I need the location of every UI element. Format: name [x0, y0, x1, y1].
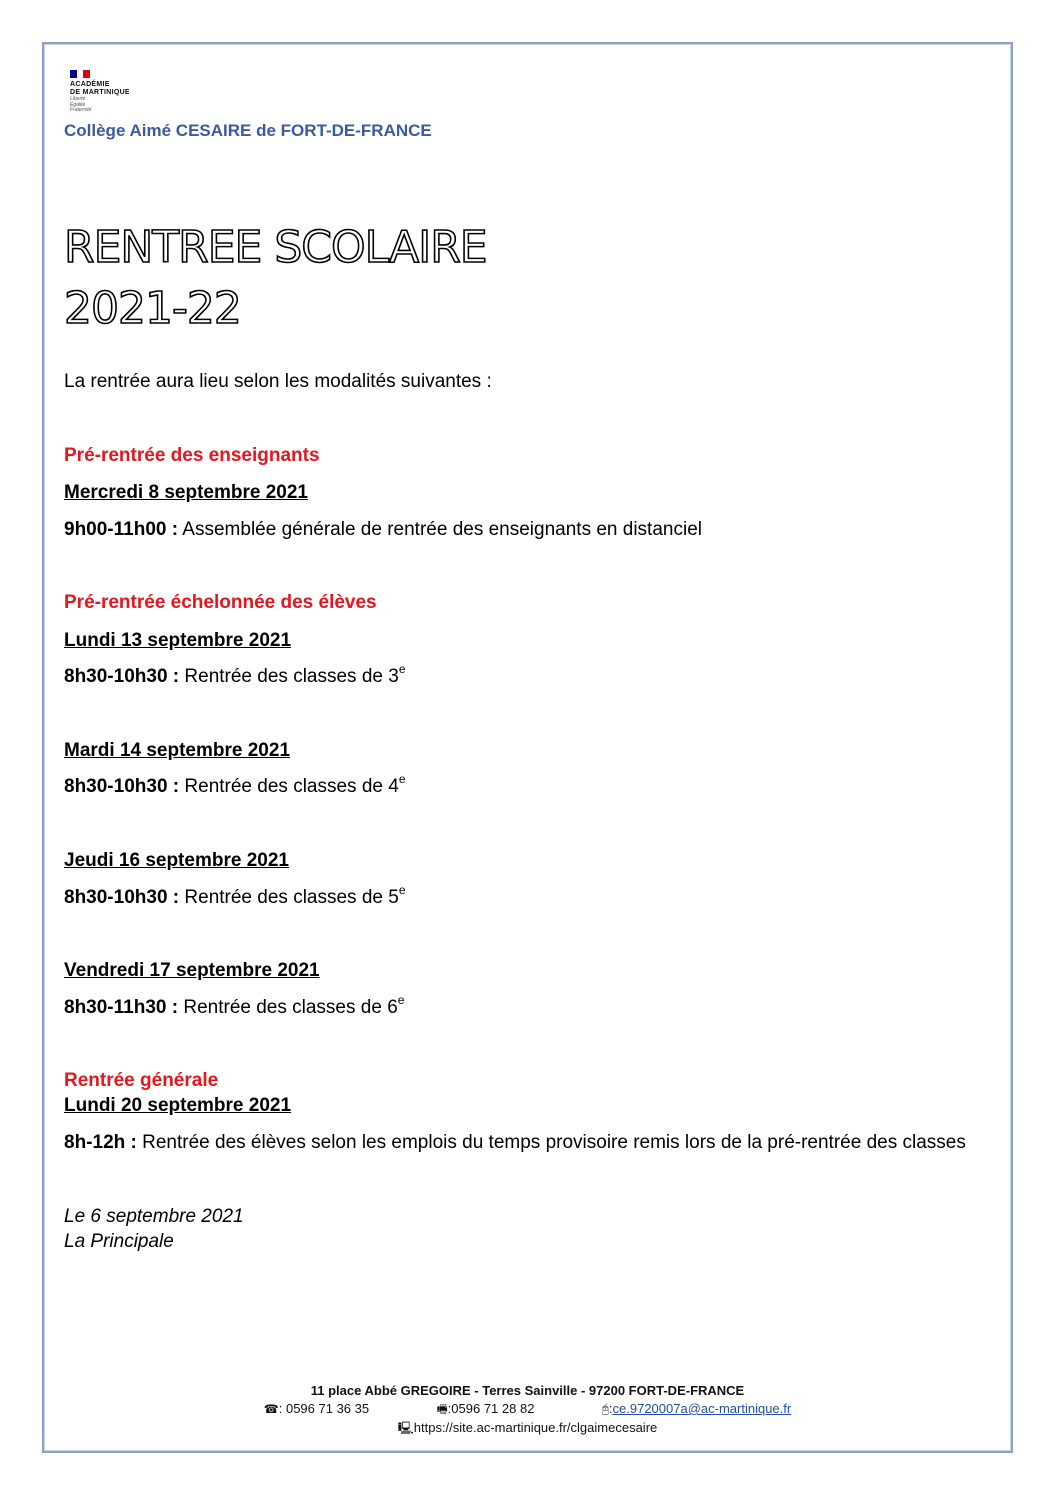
day-schedule [64, 883, 406, 909]
day-time: 8h30-10h30 : [64, 666, 180, 687]
mouse-icon: 🖰 [601, 1402, 609, 1416]
academy-logo [70, 70, 160, 114]
phone-group [264, 1399, 369, 1419]
computer-icon: 🖳 [397, 1421, 414, 1435]
footer-email-prefix: : [608, 1401, 613, 1416]
teachers-schedule [64, 519, 702, 541]
day-sup: e [398, 662, 406, 676]
footer-website[interactable]: https://site.ac-martinique.fr/clgaimecesaire [413, 1420, 658, 1435]
students-heading: Pré-rentrée échelonnée des élèves [64, 592, 377, 613]
phone-icon: ☎ [263, 1402, 279, 1416]
academy-line1: ACADÉMIE [70, 81, 110, 88]
college-name: Collège Aimé CESAIRE de FORT-DE-FRANCE [64, 121, 432, 140]
teachers-time: 9h00-11h00 : [64, 519, 179, 540]
day-schedule [64, 662, 406, 688]
day-date: Jeudi 16 septembre 2021 [64, 850, 289, 871]
motto-egalite: Égalité [70, 101, 86, 108]
footer-fax: :0596 71 28 82 [447, 1401, 535, 1416]
day-text: Rentrée des classes de 3 [179, 666, 399, 687]
day-sup: e [397, 993, 405, 1007]
day-sup: e [398, 883, 406, 897]
general-heading: Rentrée générale [64, 1070, 219, 1091]
day-date: Mardi 14 septembre 2021 [64, 740, 291, 761]
flag-blue [70, 70, 77, 78]
french-flag-icon [70, 70, 90, 78]
general-time: 8h-12h : [64, 1132, 137, 1153]
general-text: Rentrée des élèves selon les emplois du temps provisoire remis lors de la pré-rentrée des classes [136, 1132, 966, 1153]
general-schedule [64, 1130, 984, 1155]
motto-fraternite: Fraternité [70, 107, 92, 113]
day-date: Vendredi 17 septembre 2021 [64, 960, 320, 981]
fax-icon: 🖷 [436, 1402, 448, 1416]
signature-name: La Principale [64, 1231, 174, 1252]
day-time: 8h30-10h30 : [64, 887, 180, 908]
day-time: 8h30-11h30 : [64, 997, 179, 1018]
footer-contacts [42, 1399, 1013, 1419]
day-time: 8h30-10h30 : [64, 776, 180, 797]
email-link[interactable]: ce.9720007a@ac-martinique.fr [612, 1401, 792, 1416]
general-date: Lundi 20 septembre 2021 [64, 1095, 292, 1116]
teachers-text: Assemblée générale de rentrée des enseignants en distanciel [178, 519, 702, 540]
title-line2: 2021-22 [64, 283, 241, 334]
day-schedule [64, 772, 406, 798]
title-line1: RENTREE SCOLAIRE [64, 222, 487, 273]
day-text: Rentrée des classes de 4 [179, 776, 399, 797]
day-schedule [64, 993, 405, 1019]
fax-group [436, 1399, 534, 1419]
footer-phone: : 0596 71 36 35 [278, 1401, 370, 1416]
teachers-heading: Pré-rentrée des enseignants [64, 445, 320, 466]
signature-date: Le 6 septembre 2021 [64, 1206, 244, 1227]
footer-address: 11 place Abbé GREGOIRE - Terres Sainville - 97200 FORT-DE-FRANCE [310, 1383, 745, 1398]
flag-white [77, 70, 84, 78]
day-date: Lundi 13 septembre 2021 [64, 630, 292, 651]
teachers-date: Mercredi 8 septembre 2021 [64, 482, 308, 503]
academy-line2: DE MARTINIQUE [70, 89, 130, 96]
email-group [602, 1399, 792, 1419]
intro-text: La rentrée aura lieu selon les modalités suivantes : [64, 371, 492, 392]
day-text: Rentrée des classes de 5 [179, 887, 399, 908]
day-text: Rentrée des classes de 6 [178, 997, 398, 1018]
motto-liberte: Liberté [70, 96, 86, 102]
flag-red [83, 70, 90, 78]
day-sup: e [398, 772, 406, 786]
footer-website-line [42, 1418, 1013, 1438]
